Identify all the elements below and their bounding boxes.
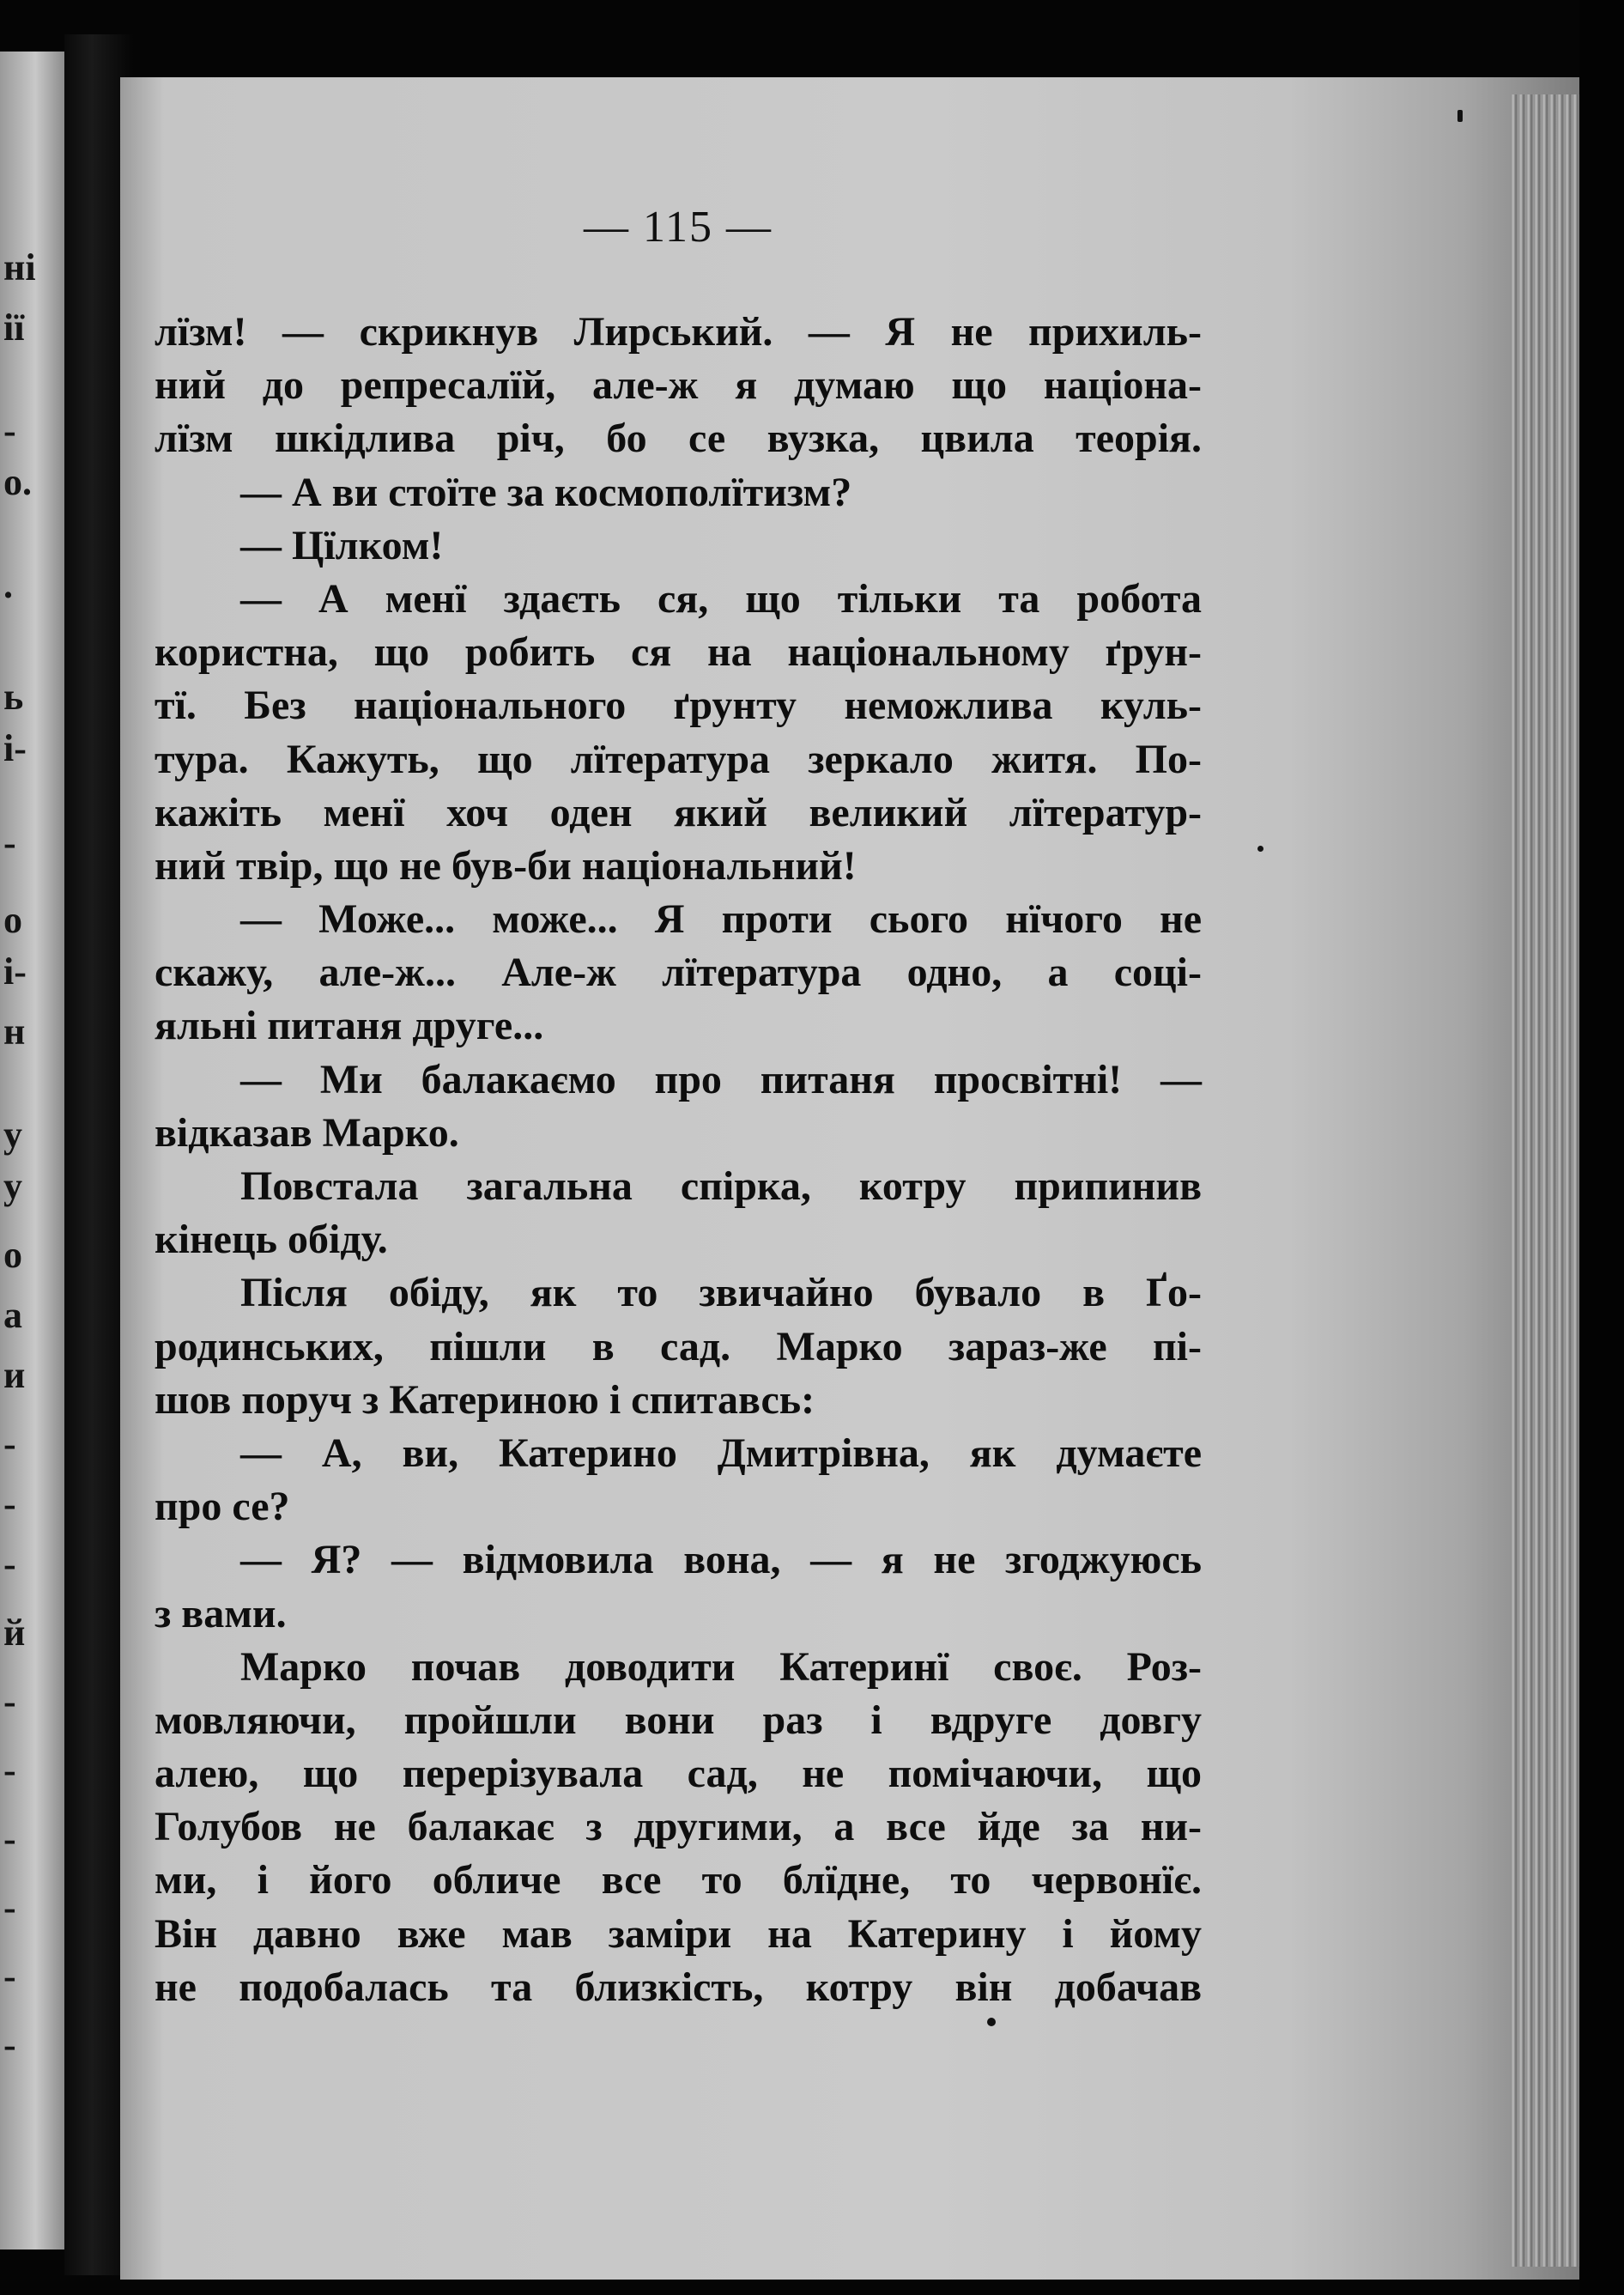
text-line: — Я? — відмовила вона, — я не згоджуюсь — [240, 1537, 1202, 1583]
text-line: — Може... може... Я проти сього нїчого не — [240, 896, 1202, 943]
text-line: тї. Без національного ґрунту неможлива куль- — [155, 683, 1202, 729]
text-line: шов поруч з Катериною і спитавсь: — [155, 1376, 815, 1423]
text-line: родинських, пішли в сад. Марко зараз-же пі- — [155, 1323, 1202, 1369]
text-line: Він давно вже мав заміри на Катерину і йому — [155, 1910, 1202, 1957]
text-line: Після обіду, як то звичайно бувало в Ґо- — [240, 1270, 1202, 1316]
text-line: не подобалась та близкість, котру він добачав — [155, 1964, 1202, 2010]
ink-speck — [987, 2018, 996, 2026]
text-line: — Ми балакаємо про питаня просвітні! — — [240, 1056, 1202, 1102]
body-text — [155, 306, 1202, 2014]
text-line: скажу, але-ж... Але-ж лїтература одно, а соці- — [155, 950, 1202, 996]
text-line: ний до репресалїй, але-ж я думаю що націона- — [155, 362, 1202, 409]
left-page-fragment: о. — [3, 461, 32, 503]
text-line: кажіть менї хоч оден який великий лїтератур- — [155, 789, 1202, 835]
text-line: — А ви стоїте за космополїтизм? — [240, 469, 852, 515]
left-page-fragment: - — [3, 1818, 16, 1860]
text-line: про се? — [155, 1484, 290, 1530]
left-page-fragment: у — [3, 1114, 22, 1156]
page-edges-stack — [1511, 94, 1579, 2267]
left-page-fragment: у — [3, 1165, 22, 1207]
text-line: Марко почав доводити Катеринї своє. Роз- — [240, 1643, 1202, 1690]
text-line: лїзм! — скрикнув Лирський. — Я не прихиль- — [155, 309, 1202, 355]
ink-speck — [1457, 110, 1463, 122]
text-line: — А менї здаєть ся, що тільки та робота — [240, 575, 1202, 622]
left-page-fragment: й — [3, 1612, 26, 1654]
left-page-fragment: і- — [3, 727, 27, 769]
text-line: — Цїлком! — [240, 522, 444, 568]
text-line: алею, що перерізувала сад, не помічаючи, що — [155, 1751, 1202, 1797]
text-line: відказав Марко. — [155, 1109, 459, 1156]
text-line: ний твір, що не був-би національний! — [155, 842, 857, 889]
scan-border — [1579, 0, 1624, 2295]
text-line: з вами. — [155, 1590, 287, 1636]
text-line: ми, і його обличе все то блїдне, то червонїє. — [155, 1857, 1202, 1903]
left-page-fragment: - — [3, 1749, 16, 1791]
text-line: лїзм шкідлива річ, бо се вузка, цвила теорія. — [155, 416, 1202, 462]
left-page-fragment: - — [3, 1886, 16, 1928]
left-page-fragment: а — [3, 1294, 22, 1336]
left-page-fragment: і- — [3, 950, 27, 993]
left-page-fragment: - — [3, 1680, 16, 1722]
text-line: — А, ви, Катерино Дмитрівна, як думаєте — [240, 1430, 1202, 1476]
previous-page-edge — [0, 52, 64, 2249]
text-line: Повстала загальна спірка, котру припинив — [240, 1163, 1202, 1209]
left-page-fragment: - — [3, 410, 16, 452]
left-page-fragment: - — [3, 1483, 16, 1525]
text-line: кінець обіду. — [155, 1217, 388, 1263]
left-page-fragment: - — [3, 1543, 16, 1585]
page-number: — 115 — — [583, 203, 773, 252]
text-line: Голубов не балакає з другими, а все йде за ни- — [155, 1804, 1202, 1850]
left-page-fragment: . — [3, 564, 13, 606]
text-line: мовляючи, пройшли вони раз і вдруге довгу — [155, 1697, 1202, 1743]
left-page-fragment: н — [3, 1011, 26, 1053]
left-page-fragment: - — [3, 1955, 16, 1997]
ink-speck — [1257, 846, 1263, 852]
left-page-fragment: ь — [3, 676, 24, 718]
text-line: яльні питаня друге... — [155, 1003, 544, 1049]
left-page-fragment: - — [3, 2024, 16, 2066]
left-page-fragment: - — [3, 1423, 16, 1465]
left-page-fragment: и — [3, 1354, 26, 1396]
text-line: тура. Кажуть, що лїтература зеркало житя. По- — [155, 736, 1202, 782]
left-page-fragment: ії — [3, 307, 25, 349]
left-page-fragment: ні — [3, 246, 36, 288]
left-page-fragment: о — [3, 1234, 22, 1276]
text-line: користна, що робить ся на національному ґрун- — [155, 629, 1202, 676]
left-page-fragment: - — [3, 822, 16, 864]
left-page-fragment: о — [3, 899, 22, 941]
